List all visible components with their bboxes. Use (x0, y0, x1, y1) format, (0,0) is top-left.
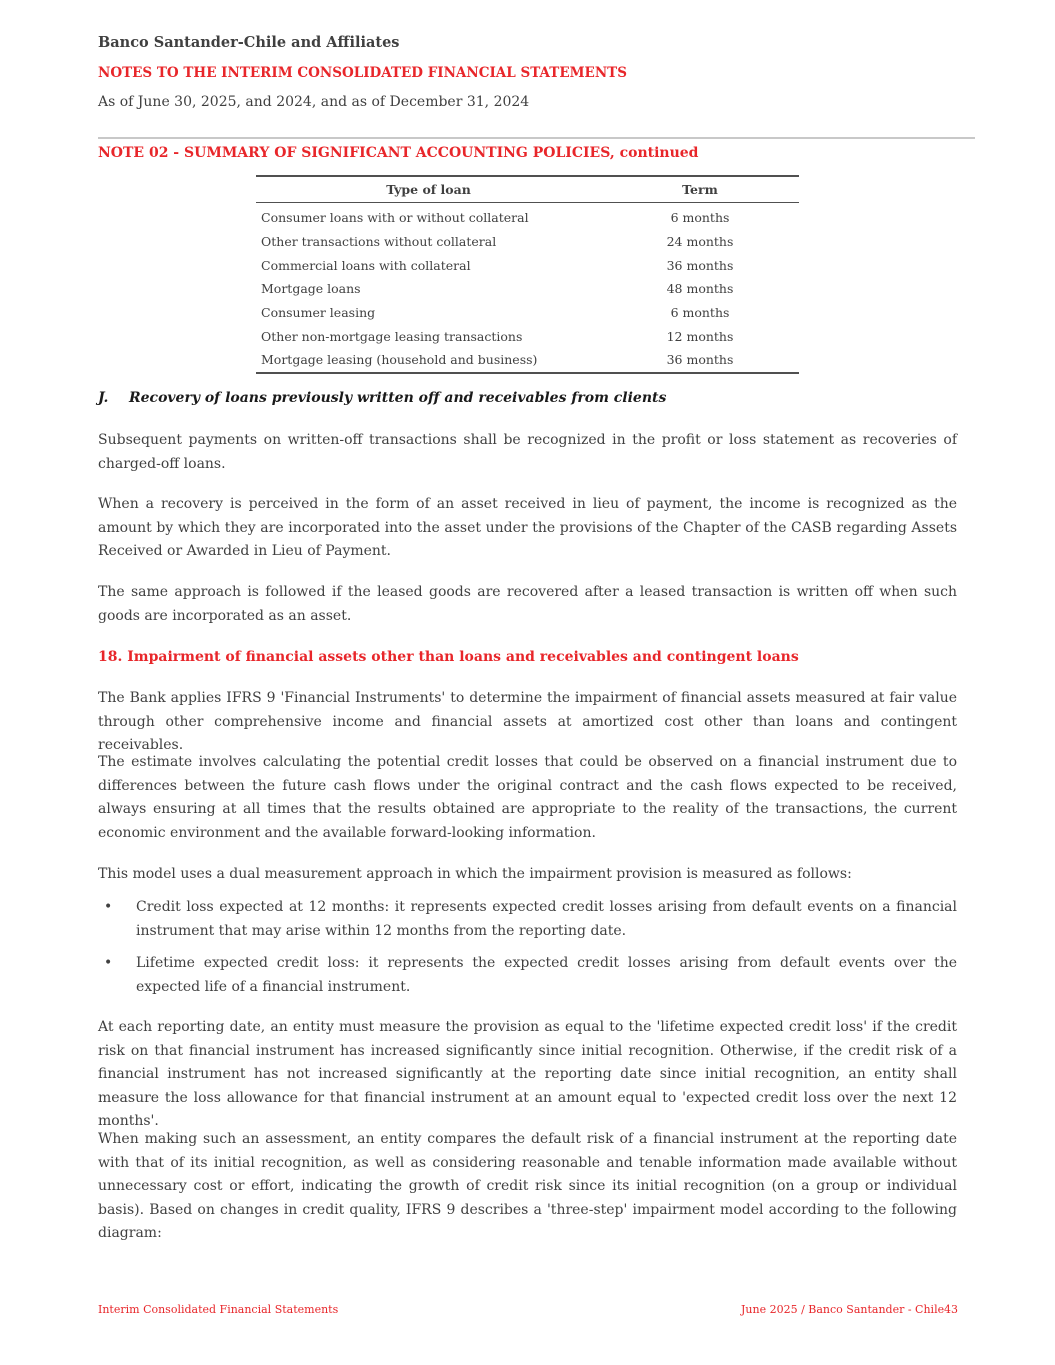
notes-title: NOTES TO THE INTERIM CONSOLIDATED FINANCIAL STATEMENTS (98, 65, 627, 81)
section-18-paragraph: At each reporting date, an entity must measure the provision as equal to the 'lifetime expected credit loss' if the credit risk on that financial instrument has increased significantly since initial recognition. Otherwise, if the credit risk of a financial instrument has not increased significantly at the reporting date since initial recognition, an entity shall measure the loss allowance for that financial instrument at an amount equal to 'expected credit loss over the next 12 months'. (98, 1019, 957, 1129)
loan-type-cell: Mortgage loans (261, 281, 361, 297)
table-row (256, 324, 799, 348)
section-j-paragraph: When a recovery is perceived in the form of an asset received in lieu of payment, the income is recognized as the amount by which they are incorporated into the asset under the provisions of the Chapter of the CASB regarding Assets Received or Awarded in Lieu of Payment. (98, 496, 957, 559)
loan-term-cell: 6 months (670, 305, 730, 321)
loan-term-cell: 24 months (666, 234, 734, 250)
page-number: 43 (944, 1303, 958, 1316)
header-term: Term (682, 182, 718, 197)
table-row (256, 253, 799, 277)
loan-term-cell: 36 months (666, 352, 734, 368)
loan-term-cell: 12 months (666, 328, 734, 344)
footer-document-title: Interim Consolidated Financial Statements (98, 1303, 339, 1316)
impairment-bullet-list (98, 896, 957, 1008)
note-title: NOTE 02 - SUMMARY OF SIGNIFICANT ACCOUNTING POLICIES, continued (98, 145, 699, 161)
section-18-paragraph: The estimate involves calculating the potential credit losses that could be observed on a financial instrument due to differences between the future cash flows under the original contract and the cash flows expected to be received, always ensuring at all times that the results obtained are appropriate to the reality of the transactions, the current economic environment and the available forward-looking information. (98, 754, 957, 841)
section-j-letter: J. (98, 390, 109, 406)
loan-term-cell: 6 months (670, 210, 730, 226)
header-type-of-loan: Type of loan (386, 182, 471, 197)
loan-type-cell: Mortgage leasing (household and business) (261, 352, 538, 368)
section-18-heading: 18. Impairment of financial assets other than loans and receivables and contingent loans (98, 649, 799, 665)
footer-period-label: June 2025 / Banco Santander - Chile (741, 1303, 945, 1316)
section-j-paragraph: The same approach is followed if the leased goods are recovered after a leased transaction is written off when such goods are incorporated as an asset. (98, 584, 957, 624)
bullet-icon: • (104, 899, 113, 915)
section-j-heading (98, 390, 666, 406)
section-18-paragraph: The Bank applies IFRS 9 'Financial Instruments' to determine the impairment of financial assets measured at fair value through other comprehensive income and financial assets at amortized cost other than loans and contingent receivables. (98, 690, 957, 753)
bullet-text: Lifetime expected credit loss: it represents the expected credit losses arising from default events over the expected life of a financial instrument. (136, 955, 957, 995)
table-row (256, 277, 799, 301)
section-18-paragraph: This model uses a dual measurement approach in which the impairment provision is measured as follows: (98, 866, 852, 882)
section-j-paragraph: Subsequent payments on written-off transactions shall be recognized in the profit or loss statement as recoveries of charged-off loans. (98, 432, 957, 472)
list-item (98, 952, 957, 999)
section-j-title: Recovery of loans previously written off and receivables from clients (129, 390, 667, 406)
table-row (256, 230, 799, 254)
bullet-text: Credit loss expected at 12 months: it represents expected credit losses arising from default events on a financial instrument that may arise within 12 months from the reporting date. (136, 899, 957, 939)
loan-term-cell: 36 months (666, 257, 734, 273)
loan-term-cell: 48 months (666, 281, 734, 297)
table-row (256, 348, 799, 372)
date-line: As of June 30, 2025, and 2024, and as of December 31, 2024 (98, 94, 530, 110)
loan-type-cell: Other non-mortgage leasing transactions (261, 328, 523, 344)
table-bottom-rule (256, 372, 799, 374)
company-name: Banco Santander-Chile and Affiliates (98, 34, 400, 51)
loan-type-cell: Consumer leasing (261, 305, 376, 321)
loan-type-cell: Consumer loans with or without collateral (261, 210, 529, 226)
loan-type-cell: Other transactions without collateral (261, 234, 497, 250)
loan-term-table (256, 175, 799, 374)
header-divider (98, 137, 975, 139)
table-header-row (256, 177, 799, 202)
table-row (256, 206, 799, 230)
section-18-paragraph: When making such an assessment, an entity compares the default risk of a financial instrument at the reporting date with that of its initial recognition, as well as considering reasonable and tenable information made available without unnecessary cost or effort, indicating the growth of credit risk since its initial recognition (on a group or individual basis). Based on changes in credit quality, IFRS 9 describes a 'three-step' impairment model according to the following diagram: (98, 1131, 957, 1241)
loan-type-cell: Commercial loans with collateral (261, 257, 471, 273)
table-row (256, 301, 799, 325)
bullet-icon: • (104, 955, 113, 971)
list-item (98, 896, 957, 943)
